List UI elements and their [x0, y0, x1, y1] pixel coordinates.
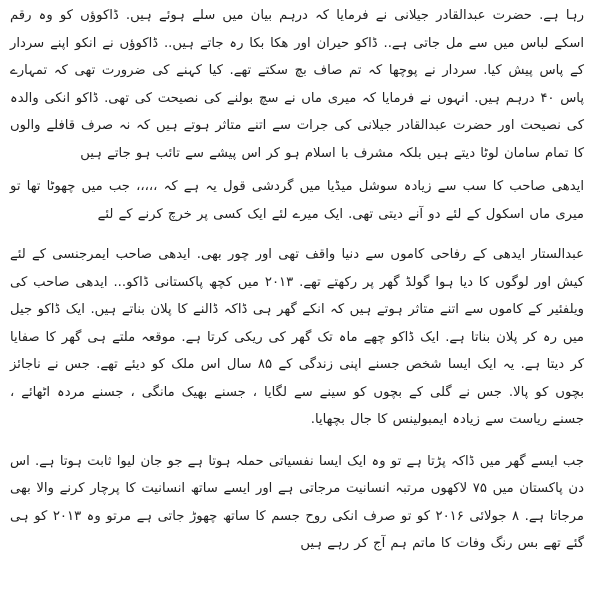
article-paragraph-1: رہا ہے. حضرت عبدالقادر جیلانی نے فرمایا کہ درہم بیان میں سلے ہوئے ہیں. ڈاکوؤں کو وہ رقم اسکے لباس میں سے مل جاتی ہے.. ڈاکو حیران اور ھکا بکا رہ جاتے ہیں.. ڈاکوؤں نے انکو اپنے سردار کے پاس پیش کیا. سردار نے پوچھا کہ تم صاف بچ سکتے تھے. کیا کہنے کی ضرورت تھی کہ تمہارے پاس ۴۰ درہم ہیں. انہوں نے فرمایا کہ میری ماں نے سچ بولنے کی نصیحت کی تھی. ڈاکو انکی والدہ کی نصیحت اور حضرت عبدالقادر جیلانی کی جرات سے اتنے متاثر ہوتے ہیں کہ نہ صرف قافلے والوں کا تمام سامان لوٹا دیتے ہیں بلکہ مشرف با اسلام ہو کر اس پیشے سے تائب ہو جاتے ہیں: [10, 8, 584, 161]
article-paragraph-4: جب ایسے گھر میں ڈاکہ پڑتا ہے تو وہ ایک ایسا نفسیاتی حملہ ہوتا ہے جو جان لیوا ثابت ہوتا ہے. اس دن پاکستان میں ۷۵ لاکھوں مرتبہ انسانیت مرجاتی ہے اور ایسے ساتھ انسانیت کا پرچار کرنے والا بھی مرجاتا ہے. ۸ جولائی ۲۰۱۶ کو تو صرف انکی روح جسم کا ساتھ چھوڑ جاتی ہے مرتو وہ ۲۰۱۳ کو ہی گئے تھے بس رنگ وفات کا ماتم ہم آج کر رہے ہیں: [10, 453, 584, 551]
article-paragraph-3: عبدالستار ایدھی کے رفاحی کاموں سے دنیا واقف تھی اور چور بھی. ایدھی صاحب ایمرجنسی کے لئے کیش اور لوگوں کا دیا ہوا گولڈ گھر پر رکھتے تھے. ۲۰۱۳ میں کچھ پاکستانی ڈاکو... ایدھی صاحب کی ویلفئیر کے کاموں سے اتنے متاثر ہوتے ہیں کہ انکے گھر ہی ڈاکہ ڈالنے کا پلان بناتے ہیں. ایک ڈاکو جیل میں رہ کر پلان بناتا ہے. ایک ڈاکو چھے ماہ تک گھر کی ریکی کرتا ہے. موقعہ ملتے ہی گھر کا صفایا کر دیتا ہے. یہ ایک ایسا شخص جسنے اپنی زندگی کے ۸۵ سال اس ملک کو دیئے تھے. جس نے ناجائز بچوں کو پالا. جس نے گلی کے بچوں کو سینے سے لگایا ، جسنے بھیک مانگی ، جسنے مردہ اٹھائے ، جسنے ریاست سے زیادہ ایمبولینس کا جال بچھایا.: [10, 247, 585, 427]
article-paragraph-2: ایدھی صاحب کا سب سے زیادہ سوشل میڈیا میں گردشی قول یہ ہے کہ ،،،،، جب میں چھوٹا تھا تو میری ماں اسکول کے لئے دو آنے دیتی تھی. ایک میرے لئے ایک کسی پر خرچ کرنے کے لئے: [10, 179, 584, 222]
